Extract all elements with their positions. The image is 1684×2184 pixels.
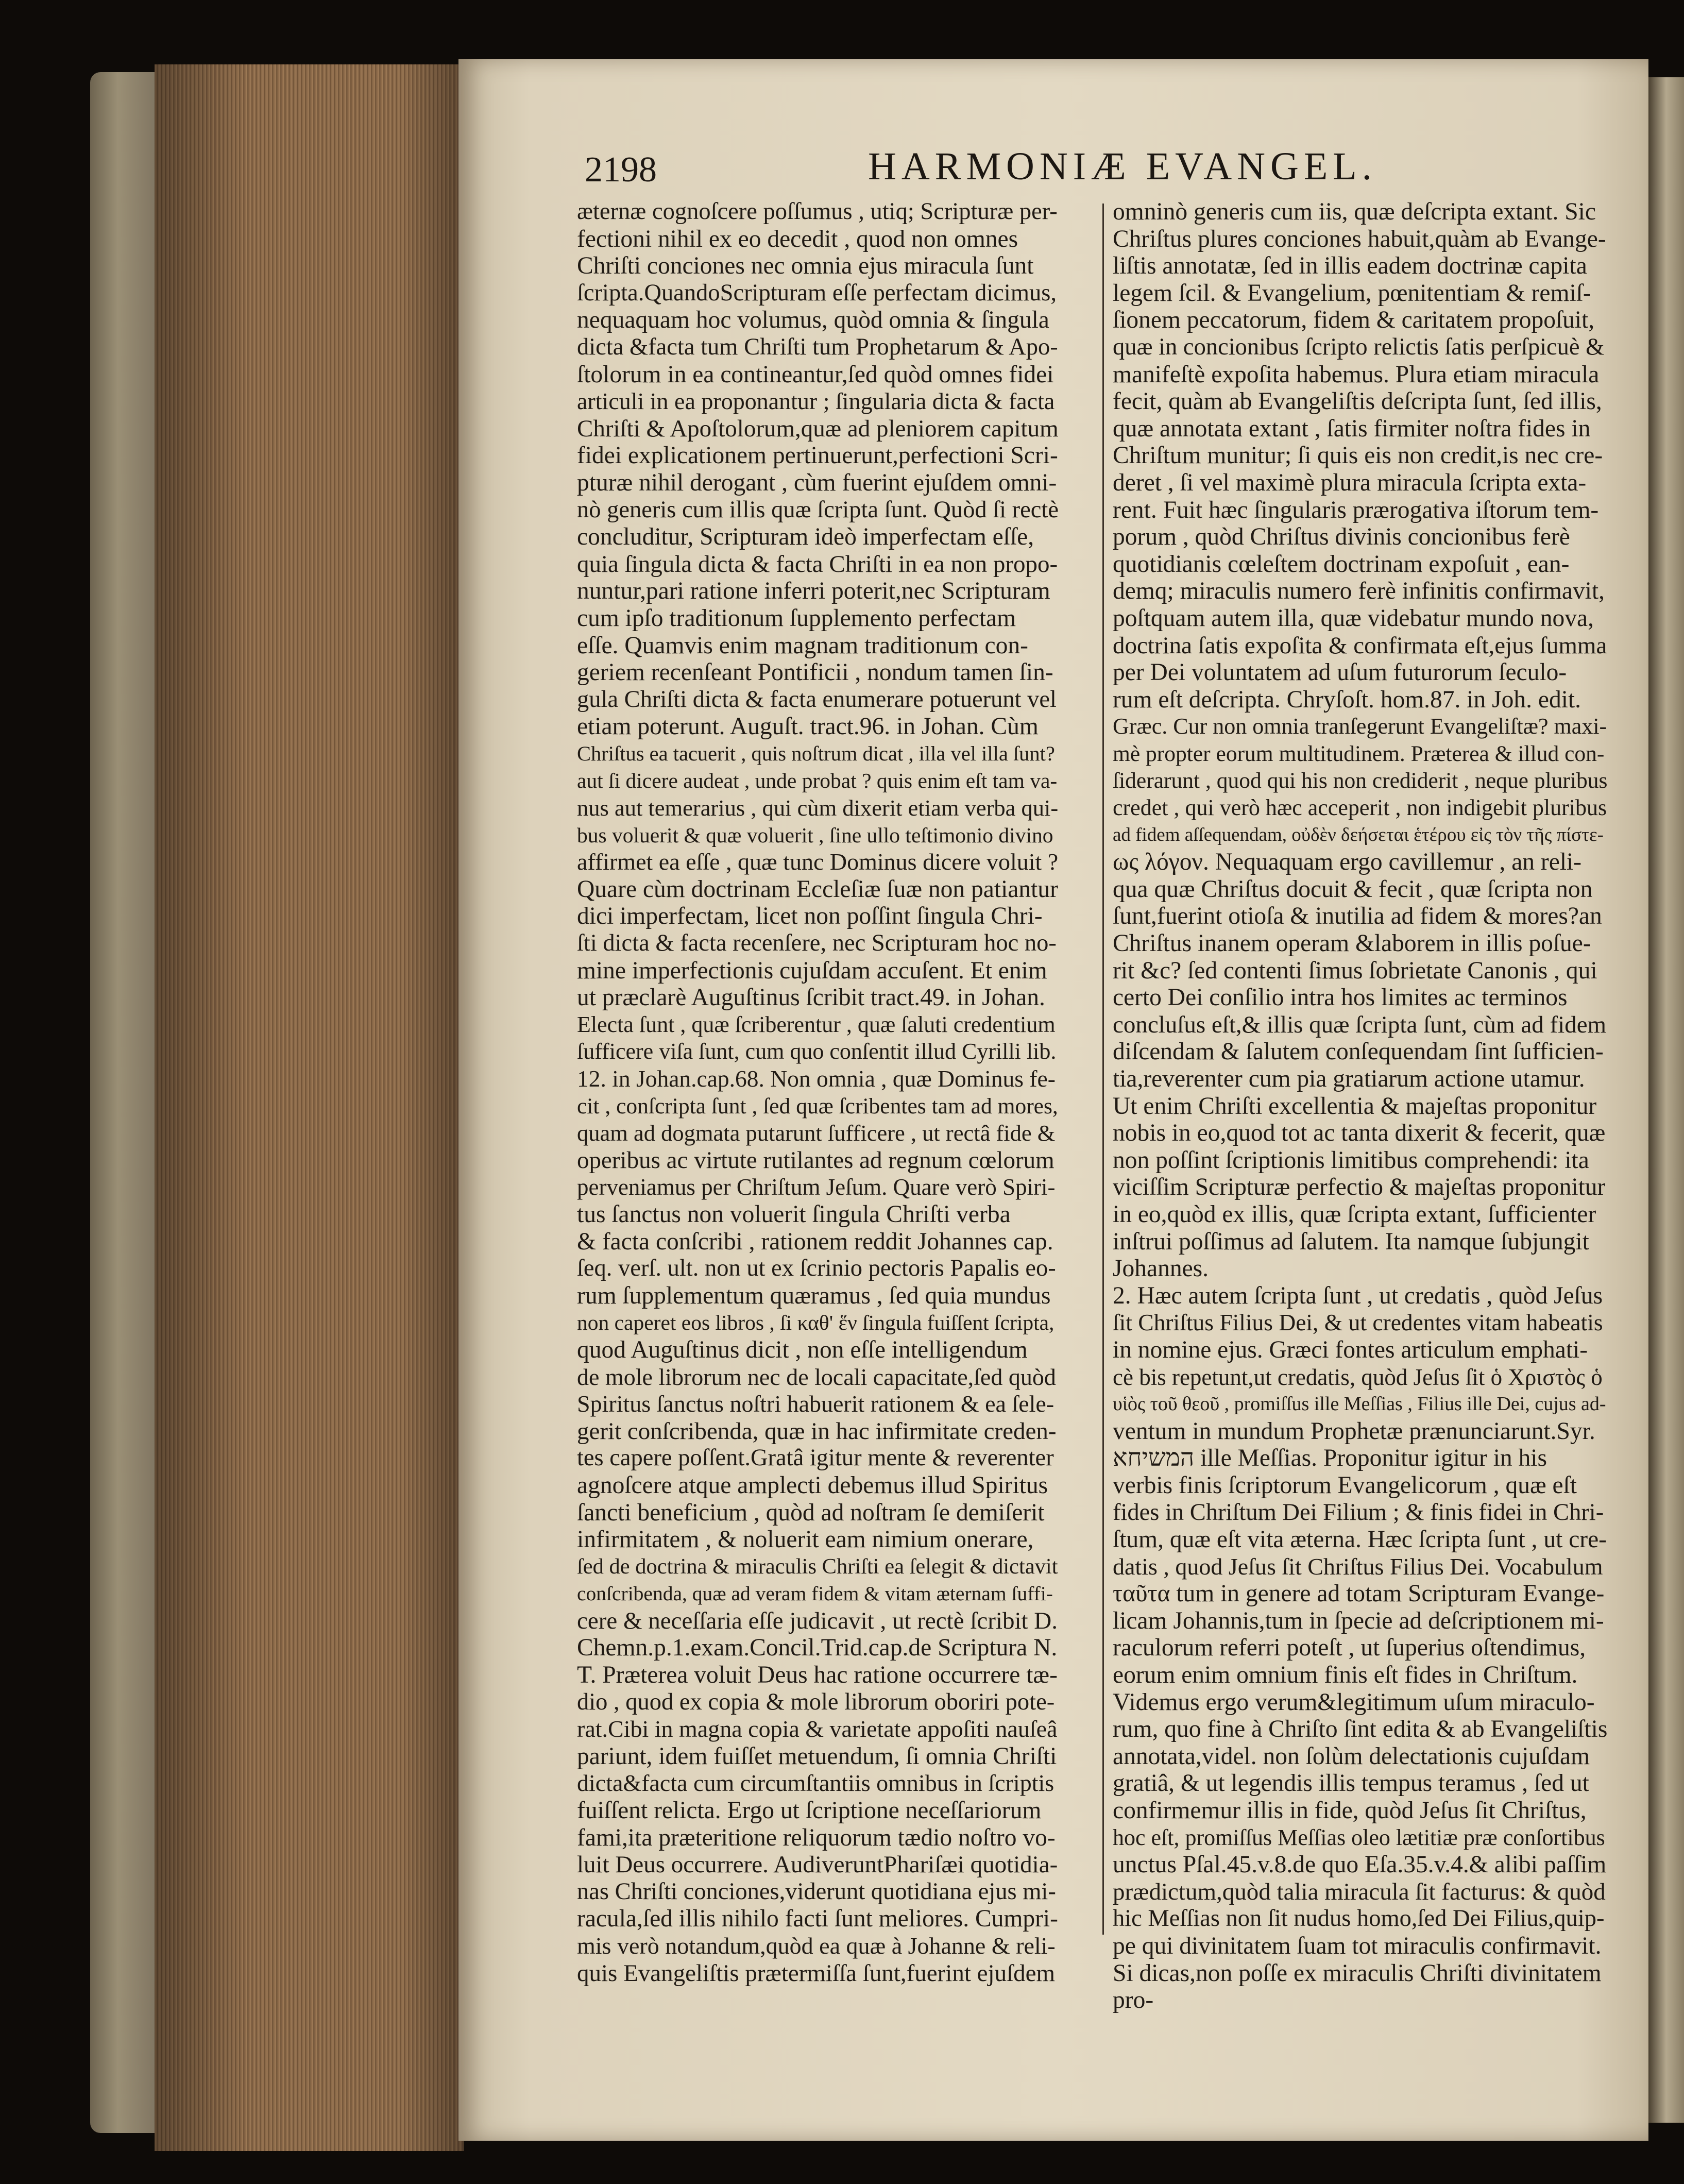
text-line: credet , qui verò hæc acceperit , non indigebit pluribus (1113, 795, 1607, 821)
text-line: liſtis annotatæ, ſed in illis eadem doctrinæ capita (1113, 252, 1587, 280)
text-line: nò generis cum illis quæ ſcripta ſunt. Quòd ſi rectè (577, 496, 1059, 523)
text-line: fectioni nihil ex eo decedit , quod non omnes (577, 225, 1018, 252)
text-line: ut præclarè Auguſtinus ſcribit tract.49. in Johan. (577, 984, 1045, 1011)
text-line: quæ annotata extant , ſatis firmiter noſtra fides in (1113, 415, 1591, 442)
left-column (577, 198, 1059, 1987)
text-line: rum ſupplementum quæramus , ſed quia mundus (577, 1282, 1051, 1309)
text-line: fami,ita præteritione reliquorum tædio noſtro vo- (577, 1824, 1056, 1851)
page-edges-shade (155, 64, 464, 2151)
text-line: cere & neceſſaria eſſe judicavit , ut rectè ſcribit D. (577, 1607, 1058, 1634)
text-line: fuiſſent relicta. Ergo ut ſcriptione neceſſariorum (577, 1797, 1042, 1824)
text-line: rum eſt deſcripta. Chryſoſt. hom.87. in Joh. edit. (1113, 686, 1581, 713)
column-rule (1102, 204, 1104, 1935)
text-line: המשיחא ille Meſſias. Proponitur igitur in his (1113, 1445, 1547, 1472)
text-line: gula Chriſti dicta & facta enumerare potuerunt vel (577, 686, 1057, 713)
text-line: bus voluerit & quæ voluerit , ſine ullo teſtimonio divino (577, 823, 1053, 847)
text-line: cit , conſcripta ſunt , ſed quæ ſcribentes tam ad mores, (577, 1093, 1058, 1119)
text-line: hic Meſſias non ſit nudus homo,ſed Dei Filius,quip- (1113, 1905, 1605, 1932)
right-column (1113, 198, 1607, 2014)
text-line: nus aut temerarius , qui cùm dixerit etiam verba qui- (577, 795, 1059, 821)
text-line: Spiritus ſanctus noſtri habuerit rationem & ea ſele- (577, 1391, 1054, 1417)
text-line: ad fidem aſſequendam, οὐδὲν δεήσεται ἑτέρου εἰς τὸν τῆς πίστε- (1113, 824, 1604, 845)
text-line: quia ſingula dicta & facta Chriſti in ea non propo- (577, 550, 1058, 578)
text-line: Chriſti conciones nec omnia ejus miracula ſunt (577, 252, 1034, 280)
text-line: Videmus ergo verum&legitimum uſum miraculo- (1113, 1688, 1595, 1716)
text-line: mè propter eorum multitudinem. Præterea & illud con- (1113, 741, 1605, 766)
text-line: Si dicas,non poſſe ex miraculis Chriſti divinitatem (1113, 1959, 1602, 1987)
text-line: per Dei voluntatem ad uſum futurorum ſeculo- (1113, 659, 1567, 686)
text-line: nobis in eo,quod tot ac tanta dixerit & fecerit, quæ (1113, 1120, 1606, 1147)
text-line: tia,reverenter cum pia gratiarum actione utamur. (1113, 1065, 1585, 1092)
text-line: etiam poterunt. Auguſt. tract.96. in Johan. Cùm (577, 713, 1039, 740)
text-line: ſunt,fuerint otioſa & inutilia ad fidem & mores?an (1113, 903, 1602, 930)
text-line: agnoſcere atque amplecti debemus illud Spiritus (577, 1471, 1048, 1499)
text-line: tes capere poſſent.Gratâ igitur mente & reverenter (577, 1445, 1054, 1471)
text-line: ſtum, quæ eſt vita æterna. Hæc ſcripta ſunt , ut cre- (1113, 1526, 1607, 1553)
text-line: ſufficere viſa ſunt, cum quo conſentit illud Cyrilli lib. (577, 1039, 1057, 1064)
text-line: ſionem peccatorum, fidem & caritatem propoſuit, (1113, 307, 1595, 334)
text-line: Chriſtus ea tacuerit , quis noſtrum dicat , illa vel illa ſunt? (577, 741, 1055, 765)
text-line: T. Præterea voluit Deus hac ratione occurrere tæ- (577, 1662, 1058, 1689)
book-spine (90, 72, 160, 2133)
text-line: nas Chriſti conciones,viderunt quotidiana ejus mi- (577, 1878, 1056, 1905)
text-line: demq; miraculis numero ferè infinitis confirmavit, (1113, 578, 1605, 605)
text-line: dici imperfectam, licet non poſſint ſingula Chri- (577, 903, 1043, 930)
text-line: ſti dicta & facta recenſere, nec Scripturam hoc no- (577, 930, 1057, 957)
text-line: infirmitatem , & noluerit eam nimium onerare, (577, 1526, 1034, 1553)
text-line: racula,ſed illis nihilo facti ſunt meliores. Cumpri- (577, 1905, 1058, 1933)
text-line: eſſe. Quamvis enim magnam traditionum con- (577, 632, 1028, 659)
text-line: affirmet ea eſſe , quæ tunc Dominus dicere voluit ? (577, 849, 1059, 875)
text-line: non poſſint ſcriptionis limitibus comprehendi: ita (1113, 1146, 1589, 1174)
text-line: fidei explicationem pertinuerunt,perfectioni Scri- (577, 442, 1058, 469)
text-line: qua quæ Chriſtus docuit & fecit , quæ ſcripta non (1113, 875, 1593, 903)
text-line: quotidianis cœleſtem doctrinam expoſuit , ean- (1113, 550, 1570, 578)
text-line: concluſus eſt,& illis quæ ſcripta ſunt, cùm ad fidem (1113, 1011, 1607, 1038)
text-line: & facta conſcribi , rationem reddit Johannes cap. (577, 1228, 1053, 1255)
text-line: pariunt, idem fuiſſet metuendum, ſi omnia Chriſti (577, 1742, 1057, 1770)
page-number: 2198 (585, 150, 657, 190)
text-line: pe qui divinitatem ſuam tot miraculis confirmavit. (1113, 1933, 1602, 1959)
text-line: quod Auguſtinus dicit , non eſſe intelligendum (577, 1336, 1028, 1363)
text-line: fides in Chriſtum Dei Filium ; & finis fidei in Chri- (1113, 1499, 1604, 1526)
text-line: dicta&facta cum circumſtantiis omnibus in ſcriptis (577, 1770, 1054, 1797)
text-line: licam Johannis,tum in ſpecie ad deſcriptionem mi- (1113, 1607, 1604, 1634)
text-line: manifeſtè expoſita habemus. Plura etiam miracula (1113, 361, 1600, 388)
text-line: datis , quod Jeſus ſit Chriſtus Filius Dei. Vocabulum (1113, 1553, 1603, 1580)
text-line: Græc. Cur non omnia tranſegerunt Evangeliſtæ? maxi- (1113, 714, 1607, 739)
text-line: in nomine ejus. Græci fontes articulum emphati- (1113, 1336, 1588, 1363)
text-line: rat.Cibi in magna copia & varietate appoſiti nauſeâ (577, 1716, 1058, 1742)
text-line: nuntur,pari ratione inferri poterit,nec Scripturam (577, 578, 1050, 605)
text-line: omninò generis cum iis, quæ deſcripta extant. Sic (1113, 198, 1596, 225)
text-line: aut ſi dicere audeat , unde probat ? quis enim eſt tam va- (577, 769, 1058, 793)
text-line: ως λόγον. Nequaquam ergo cavillemur , an reli- (1113, 849, 1582, 876)
text-line: viciſſim Scripturæ perfectio & majeſtas proponitur (1113, 1174, 1606, 1201)
text-line: cè bis repetunt,ut credatis, quòd Jeſus ſit ὁ Χριστὸς ὁ (1113, 1364, 1603, 1390)
text-line: ταῦτα tum in genere ad totam Scripturam Evange- (1113, 1580, 1605, 1607)
text-line: pro- (1113, 1987, 1154, 2014)
text-line: dicta &facta tum Chriſti tum Prophetarum & Apo- (577, 333, 1058, 360)
text-line: legem ſcil. & Evangelium, pœnitentiam & remiſ- (1113, 279, 1591, 307)
text-line: in eo,quòd ex illis, quæ ſcripta extant, ſufficienter (1113, 1200, 1596, 1228)
text-line: ſcripta.QuandoScripturam eſſe perfectam dicimus, (577, 279, 1057, 306)
text-line: de mole librorum nec de locali capacitate,ſed quòd (577, 1363, 1056, 1390)
text-line: deret , ſi vel maximè plura miracula ſcripta exta- (1113, 469, 1587, 496)
text-line: Chriſtus plures conciones habuit,quàm ab Evange- (1113, 225, 1606, 252)
text-line: Chemn.p.1.exam.Concil.Trid.cap.de Scriptura N. (577, 1634, 1058, 1662)
text-line: Chriſtus inanem operam &laborem in illis poſue- (1113, 930, 1591, 957)
text-line: hoc eſt, promiſſus Meſſias oleo lætitiæ præ conſortibus (1113, 1824, 1605, 1850)
text-line: gratiâ, & ut legendis illis tempus teramus , ſed ut (1113, 1770, 1589, 1797)
text-line: Quare cùm doctrinam Eccleſiæ ſuæ non patiantur (577, 875, 1058, 903)
text-line: ſeq. verſ. ult. non ut ex ſcrinio pectoris Papalis eo- (577, 1255, 1056, 1282)
text-line: dio , quod ex copia & mole librorum oboriri pote- (577, 1688, 1055, 1715)
text-line: ventum in mundum Prophetæ prænunciarunt.Syr. (1113, 1417, 1595, 1445)
text-line: Johannes. (1113, 1255, 1209, 1282)
text-line: nequaquam hoc volumus, quòd omnia & ſingula (577, 307, 1049, 334)
text-line: Chriſtum munitur; ſi quis eis non credit,is nec cre- (1113, 442, 1603, 469)
text-line: mis verò notandum,quòd ea quæ à Johanne & reli- (577, 1933, 1056, 1959)
text-line: cum ipſo traditionum ſupplemento perfectam (577, 604, 1016, 632)
text-line: 12. in Johan.cap.68. Non omnia , quæ Dominus fe- (577, 1065, 1056, 1092)
text-line: geriem recenſeant Pontificii , nondum tamen ſin- (577, 659, 1053, 686)
text-line: rum, quo fine à Chriſto ſint edita & ab Evangeliſtis (1113, 1716, 1607, 1743)
text-line: luit Deus occurrere. AudiveruntPhariſæi quotidia- (577, 1851, 1058, 1878)
text-line: concluditur, Scripturam ideò imperfectam eſſe, (577, 523, 1034, 551)
text-line: operibus ac virtute rutilantes ad regnum cœlorum (577, 1146, 1054, 1174)
text-line: annotata,videl. non ſolùm delectationis cujuſdam (1113, 1742, 1590, 1770)
page-header (585, 144, 1594, 201)
text-line: ſiderarunt , quod qui his non crediderit , neque pluribus (1113, 768, 1607, 793)
text-line: eorum enim omnium finis eſt fides in Chriſtum. (1113, 1662, 1578, 1689)
text-line: ſed de doctrina & miraculis Chriſti ea ſelegit & dictavit (577, 1554, 1058, 1579)
text-line: perveniamus per Chriſtum Jeſum. Quare verò Spiri- (577, 1174, 1056, 1200)
text-line: mine imperfectionis cujuſdam accuſent. Et enim (577, 957, 1047, 984)
text-line: articuli in ea proponantur ; ſingularia dicta & facta (577, 388, 1055, 415)
text-line: verbis finis ſcriptorum Evangelicorum , quæ eſt (1113, 1471, 1577, 1499)
text-line: quis Evangeliſtis prætermiſſa ſunt,fuerint ejuſdem (577, 1959, 1056, 1987)
text-line: non caperet eos libros , ſi καθ' ἕν ſingula fuiſſent ſcripta, (577, 1311, 1054, 1335)
text-line: inſtrui poſſimus ad ſalutem. Ita namque ſubjungit (1113, 1228, 1589, 1255)
text-line: ſtolorum in ea contineantur,ſed quòd omnes fidei (577, 361, 1054, 388)
text-line: æternæ cognoſcere poſſumus , utiq; Scripturæ per- (577, 198, 1058, 225)
text-line: conſcribenda, quæ ad veram fidem & vitam æternam ſuffi- (577, 1582, 1053, 1605)
text-line: fecit, quàm ab Evangeliſtis deſcripta ſunt, ſed illis, (1113, 388, 1602, 415)
text-line: prædictum,quòd talia miracula ſit facturus: & quòd (1113, 1878, 1606, 1905)
text-line: raculorum referri poteſt , ut ſuperius oſtendimus, (1113, 1634, 1586, 1662)
text-line: ſit Chriſtus Filius Dei, & ut credentes vitam habeatis (1113, 1309, 1603, 1336)
text-line: rit &c? ſed contenti ſimus ſobrietate Canonis , qui (1113, 957, 1597, 984)
text-line: certo Dei conſilio intra hos limites ac terminos (1113, 984, 1568, 1011)
text-line: diſcendam & ſalutem conſequendam ſint ſufficien- (1113, 1038, 1604, 1065)
text-line: quam ad dogmata putarunt ſufficere , ut rectâ fide & (577, 1120, 1056, 1146)
text-line: unctus Pſal.45.v.8.de quo Eſa.35.v.4.& alibi paſſim (1113, 1851, 1607, 1878)
text-line: doctrina ſatis expoſita & confirmata eſt,ejus ſumma (1113, 632, 1607, 659)
text-line: gerit conſcribenda, quæ in hac infirmitate creden- (577, 1417, 1057, 1445)
text-line: 2. Hæc autem ſcripta ſunt , ut credatis , quòd Jeſus (1113, 1282, 1603, 1309)
text-line: Ut enim Chriſti excellentia & majeſtas proponitur (1113, 1092, 1597, 1120)
text-line: rent. Fuit hæc ſingularis prærogativa iſtorum tem- (1113, 496, 1599, 523)
text-line: pturæ nihil derogant , cùm fuerint ejuſdem omni- (577, 469, 1057, 496)
text-line: υἱὸς τοῦ θεοῦ , promiſſus ille Meſſias , Filius ille Dei, cujus ad- (1113, 1393, 1606, 1415)
text-line: Electa ſunt , quæ ſcriberentur , quæ ſaluti credentium (577, 1011, 1056, 1037)
next-page-edge (1648, 77, 1684, 2123)
text-line: quæ in concionibus ſcripto relictis ſatis perſpicuè & (1113, 333, 1605, 360)
text-line: tus ſanctus non voluerit ſingula Chriſti verba (577, 1200, 1011, 1228)
text-line: ſancti beneficium , quòd ad noſtram ſe demiſerit (577, 1499, 1045, 1526)
text-line: confirmemur illis in fide, quòd Jeſus ſit Chriſtus, (1113, 1797, 1587, 1824)
text-line: Chriſti & Apoſtolorum,quæ ad pleniorem capitum (577, 415, 1059, 442)
text-line: porum , quòd Chriſtus divinis concionibus ferè (1113, 523, 1570, 551)
running-title: HARMONIÆ EVANGEL. (868, 145, 1377, 188)
text-line: poſtquam autem illa, quæ videbatur mundo nova, (1113, 604, 1594, 632)
